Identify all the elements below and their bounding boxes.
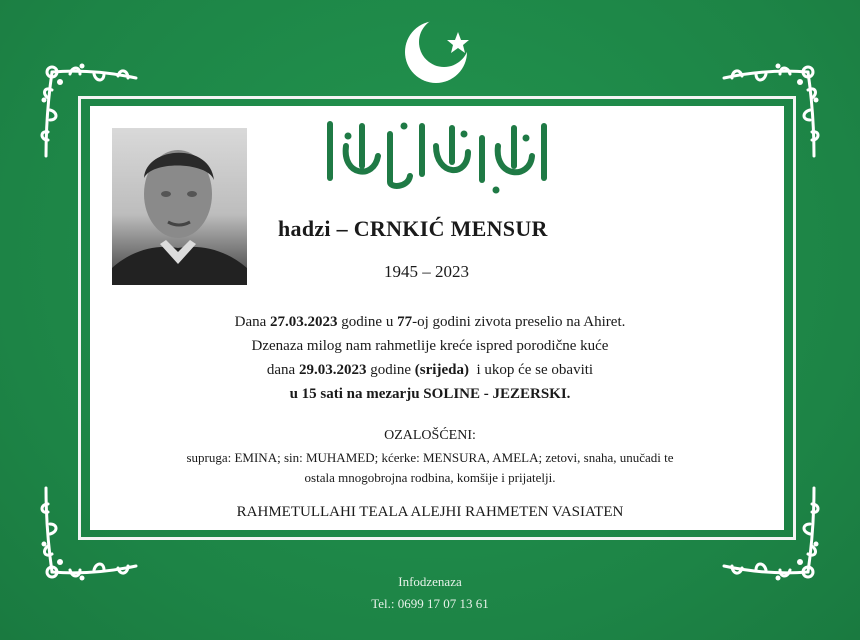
deceased-name: hadzi – CRNKIĆ MENSUR <box>278 216 548 241</box>
footer-phone: Tel.: 0699 17 07 13 61 <box>371 596 489 611</box>
text-segment: Dana <box>234 314 271 330</box>
announcement-line-2: Dzenaza milog nam rahmetlije kreće ispred porodične kuće <box>251 338 609 354</box>
announcement-line-1 <box>0 314 860 331</box>
life-years: 1945 – 2023 <box>384 262 469 281</box>
mourners-list-line-2: ostala mnogobrojna rodbina, komšije i prijatelji. <box>304 470 556 485</box>
funeral-day: (srijeda) <box>414 362 469 378</box>
burial-location: u 15 sati na mezarju SOLINE - JEZERSKI. <box>289 386 571 402</box>
crescent-star-icon <box>400 14 480 86</box>
mourners-list-line-1: supruga: EMINA; sin: MUHAMED; kćerke: MENSURA, AMELA; zetovi, snaha, unučadi te <box>186 450 674 465</box>
portrait-photo <box>112 128 247 285</box>
text-segment: dana <box>266 362 299 378</box>
text-segment: godine <box>366 362 415 378</box>
announcement-line-3 <box>0 362 860 379</box>
age: 77 <box>397 314 413 330</box>
arabic-calligraphy-icon <box>318 116 558 196</box>
footer-organization: Infodzenaza <box>398 574 462 589</box>
death-date: 27.03.2023 <box>270 314 338 330</box>
closing-prayer: RAHMETULLAHI TEALA ALEJHI RAHMETEN VASIATEN <box>236 504 624 520</box>
funeral-date: 29.03.2023 <box>298 362 367 378</box>
text-segment: godine u <box>337 314 398 330</box>
mourners-heading: OZALOŠĆENI: <box>384 428 476 443</box>
text-segment: i ukop će se obaviti <box>468 362 594 378</box>
portrait-silhouette <box>112 128 247 285</box>
text-segment: -oj godini zivota preselio na Ahiret. <box>412 314 626 330</box>
